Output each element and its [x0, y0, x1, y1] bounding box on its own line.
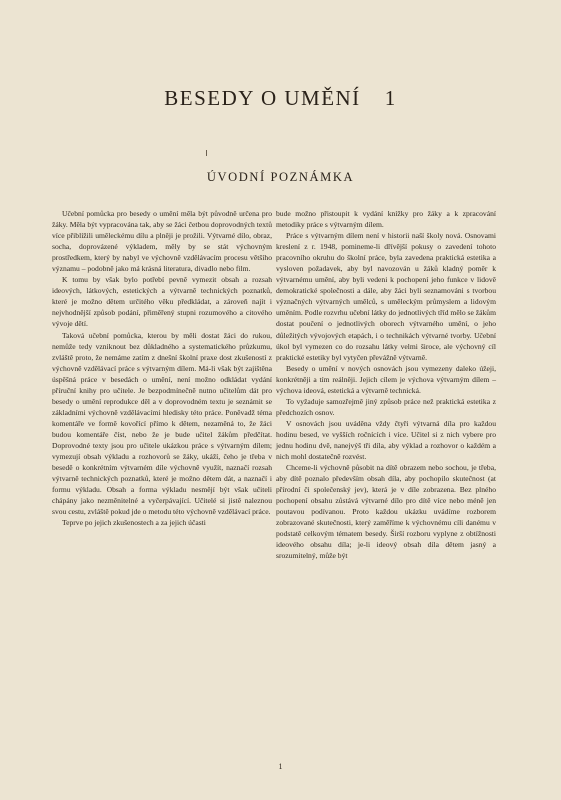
- paragraph: Učební pomůcka pro besedy o umění měla být původně určena pro žáky. Měla být vypracována tak, aby se žáci četbou doprovodných textů více přiblížili uměleckému dílu a plněji je prožili. Výtvarné dílo, obraz, socha, doprovázené výkladem, měly by se stát výchovným prostředkem, který by nabyl ve výchovně vzdělávacím procesu většího významu – podobně jako má krásná literatura, divadlo nebo film.: [52, 209, 272, 274]
- page-title: [0, 86, 561, 111]
- paragraph: Teprve po jejich zkušenostech a za jejich účasti: [62, 518, 206, 528]
- section-heading: ÚVODNÍ POZNÁMKA: [206, 170, 355, 184]
- title-text: BESEDY O UMĚNÍ: [164, 86, 361, 110]
- title-number: 1: [384, 86, 397, 110]
- margin-mark: [206, 150, 207, 156]
- paragraph: V osnovách jsou uváděna vždy čtyři výtvarná díla pro každou hodinu besed, ve vyšších ročnících i více. Učitel si z nich vybere pro jednu hodinu dvě, nanejvýš tři díla, aby výklad a rozhovor o každém a nich mohl dostatečně rozvést.: [276, 418, 496, 462]
- paragraph: Taková učební pomůcka, kterou by měli dostat žáci do rukou, nemůže tedy vzniknout bez důkladného a systematického průzkumu, zvláště proto, že nemáme zatím z dnešní školní praxe dost zkušeností z výchovně vzdělávací práce s výtvarným dílem. Má-li však být zajištěna úspěšná práce v besedách o umění, není možno odkládat vydání příruční knihy pro učitele. Je bezpodmínečně nutno učitelům dát pro besedy o umění reprodukce děl a v doprovodném textu je seznámit se základními výchovně vzdělávacími hledisky této práce. Poněvadž téma komentáře ve formě kovořící přímo k dětem, nezaměná to, že žáci budou komentáře číst, nebo že je bude učitel žákům předčítat. Doprovodné texty jsou pro učitele ukázkou práce s výtvarným dílem; vymezují obsah výkladu a rozhovorů se žáky, ukáží, čeho je třeba v besedě o konkrétním výtvarném díle výchovně využít, naznačí rozsah výtvarně technických poznatků, které je možno dětem dát, a naznačí i formu výkladu. Obsah a forma výkladu nesmějí být však učiteli chápány jako nezměnitelné a vyčerpávající. Učitelé si jistě naleznou svou cestu, zvláště pokud jde o metodu této výchovně vzdělávací práce.: [52, 330, 272, 517]
- right-column: [276, 208, 496, 562]
- left-column: [52, 208, 272, 528]
- paragraph: Besedy o umění v nových osnovách jsou vymezeny daleko úžeji, konkrétněji a tím reálněji. Jejich cílem je výchova výtvarným dílem – výchova ideová, estetická a výtvarně technická.: [276, 363, 496, 395]
- paragraph: Práce s výtvarným dílem není v historii naší školy nová. Osnovami kreslení z r. 1948, pomineme-li dřívější pokusy o zavedení tohoto pracovního okruhu do školní práce, byla zavedena praktická estetika a vysloven požadavek, aby byl navozován u žáků kladný poměr k výtvarnému umění, aby byli vedeni k pochopení jeho funkce v lidově demokratické společnosti a dále, aby žáci byli seznamováni s tvorbou význačných výtvarných umělců, s uměleckým průmyslem a lidovým uměním. Podle rozvrhu učební látky do jednotlivých tříd mělo se žákům dostat poučení o jednotlivých oborech výtvarného umění, o jeho důležitých vývojových etapách, i o technikách výtvarné tvorby. Učební úkol byl vymezen co do rozsahu látky velmi široce, ale výchovný cíl praktické estetiky byl vytyčen převážně výtvarně.: [276, 231, 496, 362]
- page-number: 1: [278, 762, 283, 771]
- paragraph: bude možno přistoupit k vydání knížky pro žáky a k zpracování metodiky práce s výtvarným dílem.: [276, 209, 496, 230]
- paragraph: K tomu by však bylo potřebí pevně vymezit obsah a rozsah ideových, látkových, estetických a výtvarně technických poznatků, které je možno dětem určitého věku předkládat, a zároveň najít i nejvhodnější způsob podání, přiměřený stupni rozumového a citového vývoje dětí.: [52, 275, 272, 329]
- paragraph: To vyžaduje samozřejmě jiný způsob práce než praktická estetika z předchozích osnov.: [276, 396, 496, 417]
- paragraph: Chceme-li výchovně působit na dítě obrazem nebo sochou, je třeba, aby dítě poznalo především obsah díla, aby pochopilo skutečnost (at přírodní či společenský jev), která je v díle zobrazena. Bez plného pochopení obsahu zůstává výtvarné dílo pro dítě více nebo méně jen poutavou podívanou. Proto každou ukázku uvádíme rozborem zobrazované skutečnosti, který zaměříme k výchovnému cíli danému v podstatě celkovým tématem besedy. Širší rozboru vyplyne z obtížnosti ideového obsahu díla; je-li ideový obsah díla dětem jasný a srozumitelný, může být: [276, 463, 496, 561]
